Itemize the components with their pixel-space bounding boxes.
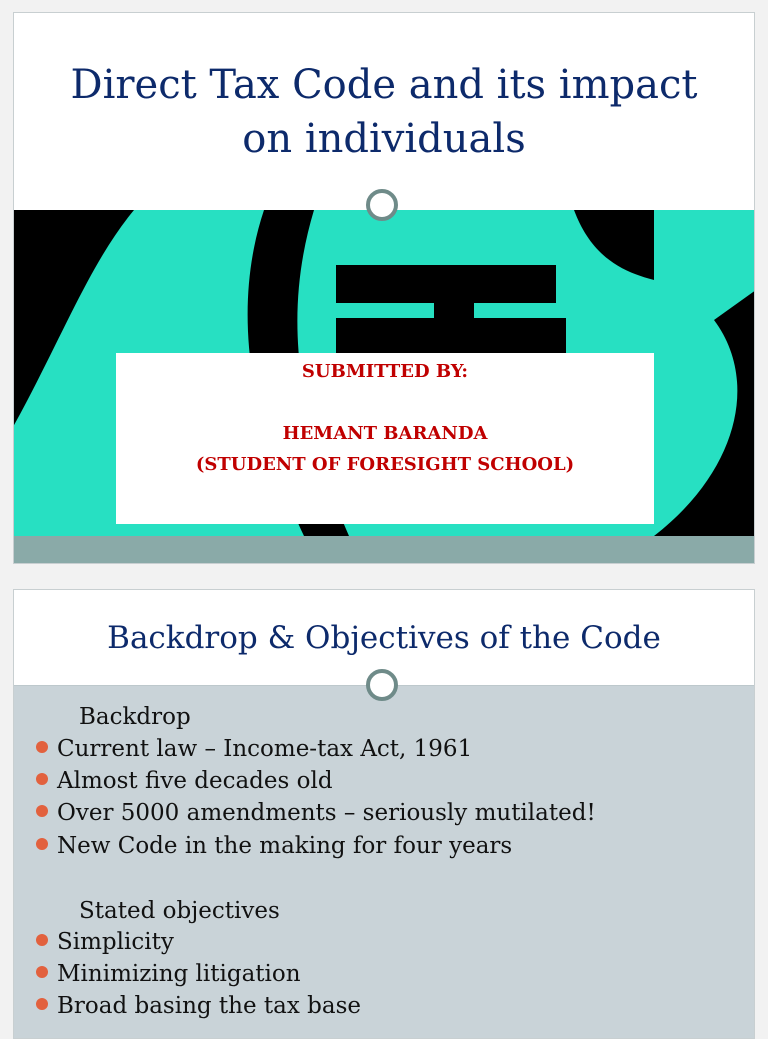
title-slide <box>13 12 755 564</box>
bullet-icon <box>36 805 48 817</box>
divider-circle-icon <box>366 189 398 221</box>
footer-band <box>14 536 754 564</box>
bullet-item: Current law – Income-tax Act, 1961 <box>36 736 472 762</box>
bullet-icon <box>36 838 48 850</box>
submitted-by-box <box>116 353 654 524</box>
bullet-item: Broad basing the tax base <box>36 993 361 1019</box>
bullet-icon <box>36 966 48 978</box>
content-slide <box>13 589 755 1039</box>
divider-circle-icon <box>366 669 398 701</box>
bullet-item: Simplicity <box>36 929 174 955</box>
author-name: HEMANT BARANDA <box>282 423 488 444</box>
bullet-item: Minimizing litigation <box>36 961 301 987</box>
bullet-icon <box>36 741 48 753</box>
bullet-icon <box>36 998 48 1010</box>
bullet-item: New Code in the making for four years <box>36 833 512 859</box>
author-affiliation: (STUDENT OF FORESIGHT SCHOOL) <box>195 454 575 475</box>
section-heading-backdrop: Backdrop <box>79 704 191 730</box>
section-heading-objectives: Stated objectives <box>79 898 280 924</box>
submitted-label: SUBMITTED BY: <box>301 361 469 382</box>
bullet-item: Over 5000 amendments – seriously mutilated! <box>36 800 596 826</box>
bullet-icon <box>36 934 48 946</box>
bullet-item: Almost five decades old <box>36 768 333 794</box>
bullet-icon <box>36 773 48 785</box>
slide-title: Backdrop & Objectives of the Code <box>107 619 661 656</box>
slide-title: Direct Tax Code and its impact on individuals <box>70 61 698 162</box>
